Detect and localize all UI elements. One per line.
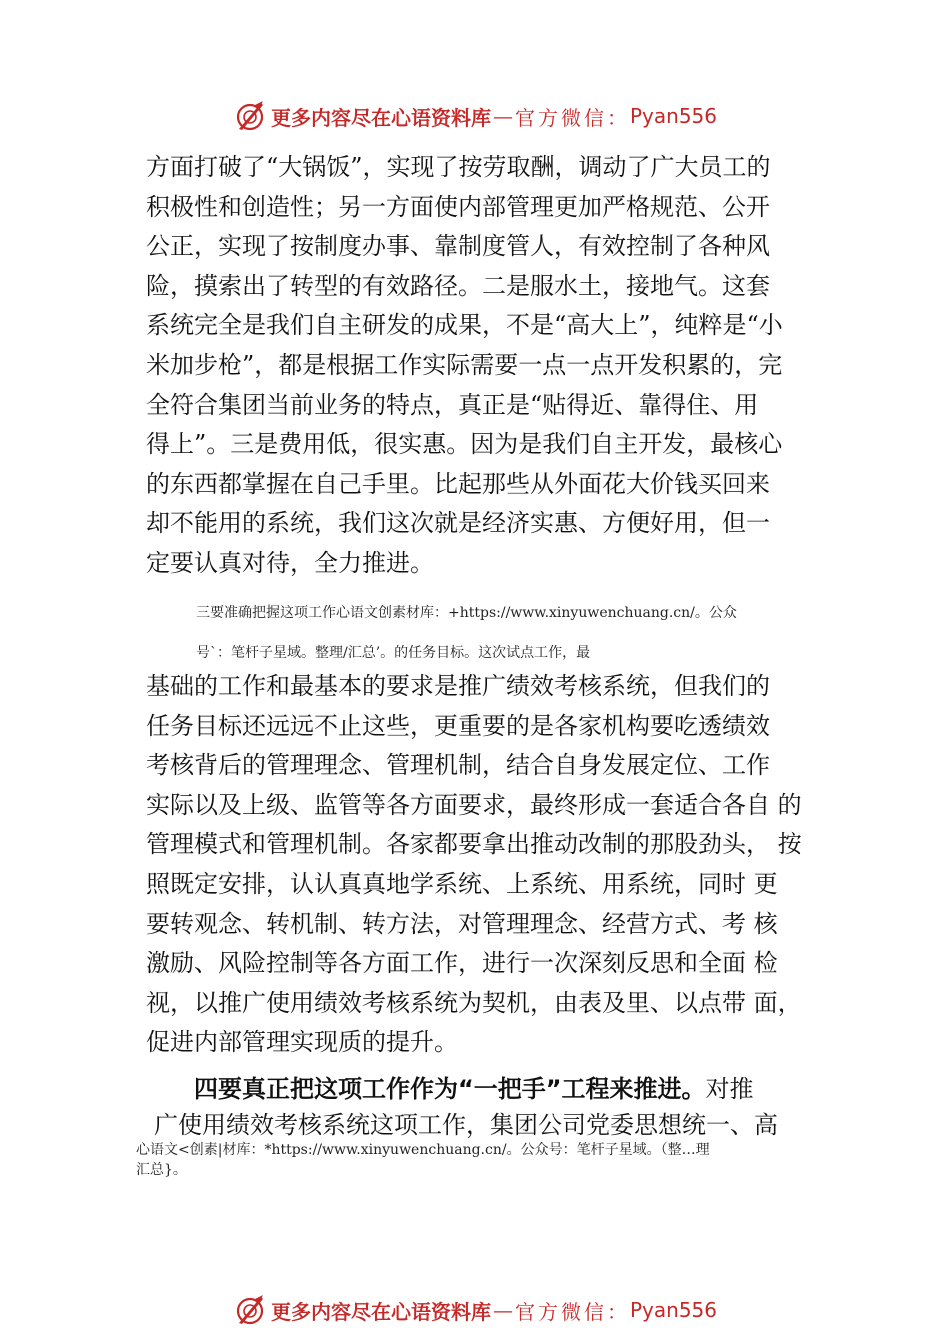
section-lead-rest: 对推: [705, 1075, 754, 1103]
section-lead-heading: 四要真正把这项工作作为“一把手”工程来推进。: [194, 1075, 706, 1103]
text-line: 积极性和创造性；另一方面使内部管理更加严格规范、公开: [146, 192, 770, 221]
body-paragraph-3: [146, 667, 836, 1063]
text-line: 得上”。三是费用低，很实惠。因为是我们自主开发，最核心: [146, 430, 783, 459]
text-line: 定要认真对待，全力推进。: [146, 548, 434, 577]
text-line: 却不能用的系统，我们这次就是经济实惠、方便好用，但一: [146, 509, 770, 538]
footnote-line: 心语文<创素|材库：*https://www.xinyuwenchuang.cn/。公众号：笔杆子星域。（整…理: [136, 1142, 710, 1158]
banner-brand-text: 更多内容尽在心语资料库: [270, 1299, 491, 1324]
inline-watermark-note-line-1: 三要准确把握这项工作心语文创素材库：+https://www.xinyuwenchuang.cn/。公众: [196, 605, 737, 621]
text-line: 实际以及上级、监管等各方面要求，最终形成一套适合各自 的: [146, 790, 802, 819]
banner-wechat-label: 官方微信：: [514, 105, 630, 130]
text-line: 管理模式和管理机制。各家都要拿出推动改制的那股劲头， 按: [146, 830, 802, 859]
text-line: 基础的工作和最基本的要求是推广绩效考核系统，但我们的: [146, 672, 770, 700]
text-line: 考核背后的管理理念、管理机制，结合自身发展定位、工作: [146, 751, 770, 780]
banner-dash: —: [492, 1298, 513, 1322]
header-banner: [0, 96, 950, 136]
text-line: 的东西都掌握在自己手里。比起那些从外面花大价钱买回来: [146, 469, 770, 498]
text-line: 要转观念、转机制、转方法，对管理理念、经营方式、考 核: [146, 909, 778, 938]
banner-dash: —: [492, 104, 513, 128]
banner-brand-text: 更多内容尽在心语资料库: [270, 105, 491, 130]
text-line: [146, 1071, 846, 1107]
footnote-watermark: [136, 1140, 856, 1180]
banner-wechat-id: Pyan556: [629, 104, 717, 128]
text-line: 全符合集团当前业务的特点，真正是“贴得近、靠得住、用: [146, 390, 759, 419]
text-line: 视，以推广使用绩效考核系统为契机，由表及里、以点带 面，: [146, 988, 802, 1017]
text-line: 米加步枪”，都是根据工作实际需要一点一点开发积累的，完: [146, 350, 783, 379]
body-paragraph-1: [146, 148, 836, 584]
text-line: 系统完全是我们自主研发的成果，不是“高大上”，纯粹是“小: [146, 311, 783, 340]
banner-wechat-label: 官方微信：: [514, 1299, 630, 1324]
text-line: 广使用绩效考核系统这项工作，集团公司党委思想统一、高: [154, 1111, 778, 1139]
footnote-line: 汇总}。: [136, 1162, 187, 1178]
text-line: 照既定安排，认认真真地学系统、上系统、用系统，同时 更: [146, 869, 778, 898]
inline-watermark-note-line-2: 号`：笔杆子星域。整理/汇总’。的任务目标。这次试点工作，最: [196, 645, 591, 661]
banner-wechat-id: Pyan556: [629, 1298, 717, 1322]
body-paragraph-4: [146, 1071, 846, 1143]
footer-banner: [0, 1290, 950, 1330]
text-line: 任务目标还远远不止这些，更重要的是各家机构要吃透绩效: [146, 711, 770, 740]
text-line: 方面打破了“大锅饭”，实现了按劳取酬，调动了广大员工的: [146, 153, 771, 181]
quill-logo-icon: [233, 99, 267, 133]
text-line: 公正，实现了按制度办事、靠制度管人，有效控制了各种风: [146, 232, 770, 261]
text-line: 险，摸索出了转型的有效路径。二是服水土，接地气。这套: [146, 271, 770, 300]
text-line: 促进内部管理实现质的提升。: [146, 1028, 458, 1057]
quill-logo-icon: [233, 1293, 267, 1327]
text-line: 激励、风险控制等各方面工作，进行一次深刻反思和全面 检: [146, 949, 778, 978]
